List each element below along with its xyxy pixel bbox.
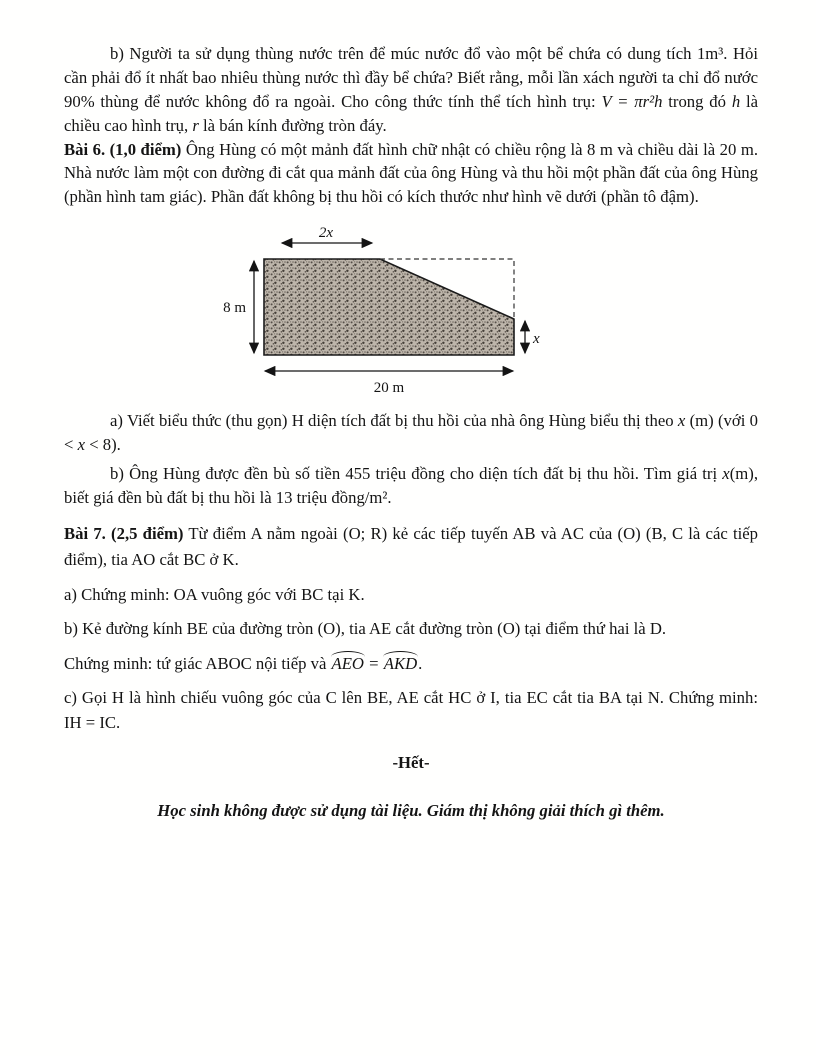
problem-7-text: Từ điểm A nằm ngoài (O; R) kẻ các tiếp tuyến AB và AC của (O) (B, C là các tiếp điểm), tia AO cắt BC ở K. xyxy=(64,523,758,570)
problem-7-question-c: c) Gọi H là hình chiếu vuông góc của C lên BE, AE cắt HC ở I, tia EC cắt tia BA tại N. Chứng minh: IH = IC. xyxy=(64,687,758,732)
figure-label-bottom: 20 m xyxy=(373,380,405,397)
problem-6-question-a: a) Viết biểu thức (thu gọn) H diện tích đất bị thu hồi của nhà ông Hùng biểu thị theo x (m) (với 0 < x < 8). xyxy=(64,411,758,454)
land-plot-diagram xyxy=(222,225,558,397)
cylinder-volume-formula: V = πr²h xyxy=(601,91,663,111)
figure-label-left: 8 m xyxy=(223,300,246,317)
problem-6-question-b: b) Ông Hùng được đền bù số tiền 455 triệu đồng cho diện tích đất bị thu hồi. Tìm giá trị x(m), biết giá đền bù đất bị thu hồi là 13 triệu đồng/m². xyxy=(64,463,758,507)
problem-6-label: Bài 6. (1,0 điểm) xyxy=(64,139,182,159)
angle-arc-AEO: AEO xyxy=(331,653,364,673)
figure-label-top: 2x xyxy=(318,225,334,242)
problem-6-statement xyxy=(64,138,758,210)
problem-6-text: Ông Hùng có một mảnh đất hình chữ nhật có chiều rộng là 8 m và chiều dài là 20 m. Nhà nước làm một con đường đi cắt qua mảnh đất của ông Hùng và thu hồi một phần đất của ông Hùng (phần hình tam giác). Phần đất không bị thu hồi có kích thước như hình vẽ dưới (phần tô đậm). xyxy=(64,139,759,207)
figure-land-plot xyxy=(222,225,558,397)
problem-5b-paragraph: b) Người ta sử dụng thùng nước trên để múc nước đổ vào một bể chứa có dung tích 1m³. Hỏi cần phải đổ ít nhất bao nhiêu thùng nước thì đầy bể chứa? Biết rằng, mỗi lần xách người ta chỉ đổ nước 90% thùng để nước không đổ ra ngoài. Cho công thức tính thể tích hình trụ: V = πr²h trong đó h là chiều cao hình trụ, r là bán kính đường tròn đáy. xyxy=(64,44,759,135)
problem-7-statement xyxy=(64,521,758,574)
end-marker: -Hết- xyxy=(392,752,430,772)
problem-7-question-a: a) Chứng minh: OA vuông góc với BC tại K. xyxy=(64,585,365,605)
problem-7-label: Bài 7. (2,5 điểm) xyxy=(64,523,184,543)
figure-label-right: x xyxy=(533,331,540,348)
exam-footer-note: Học sinh không được sử dụng tài liệu. Giám thị không giải thích gì thêm. xyxy=(157,800,665,820)
problem-5b-text: b) Người ta sử dụng thùng nước trên để múc nước đổ vào một bể chứa có dung tích 1m³. Hỏi cần phải đổ ít nhất bao nhiêu thùng nước thì đầy bể chứa? Biết rằng, mỗi lần xách người ta chỉ đổ nước 90% thùng để nước không đổ ra ngoài. Cho công thức tính thể tích hình trụ: xyxy=(64,44,758,111)
angle-arc-AKD: AKD xyxy=(383,653,418,673)
problem-7-question-b: b) Kẻ đường kính BE của đường tròn (O), tia AE cắt đường tròn (O) tại điểm thứ hai là D. xyxy=(64,619,667,639)
shaded-remaining-land xyxy=(264,259,514,355)
problem-7-prove-line: Chứng minh: tứ giác ABOC nội tiếp và AEO = AKD. xyxy=(64,653,423,673)
